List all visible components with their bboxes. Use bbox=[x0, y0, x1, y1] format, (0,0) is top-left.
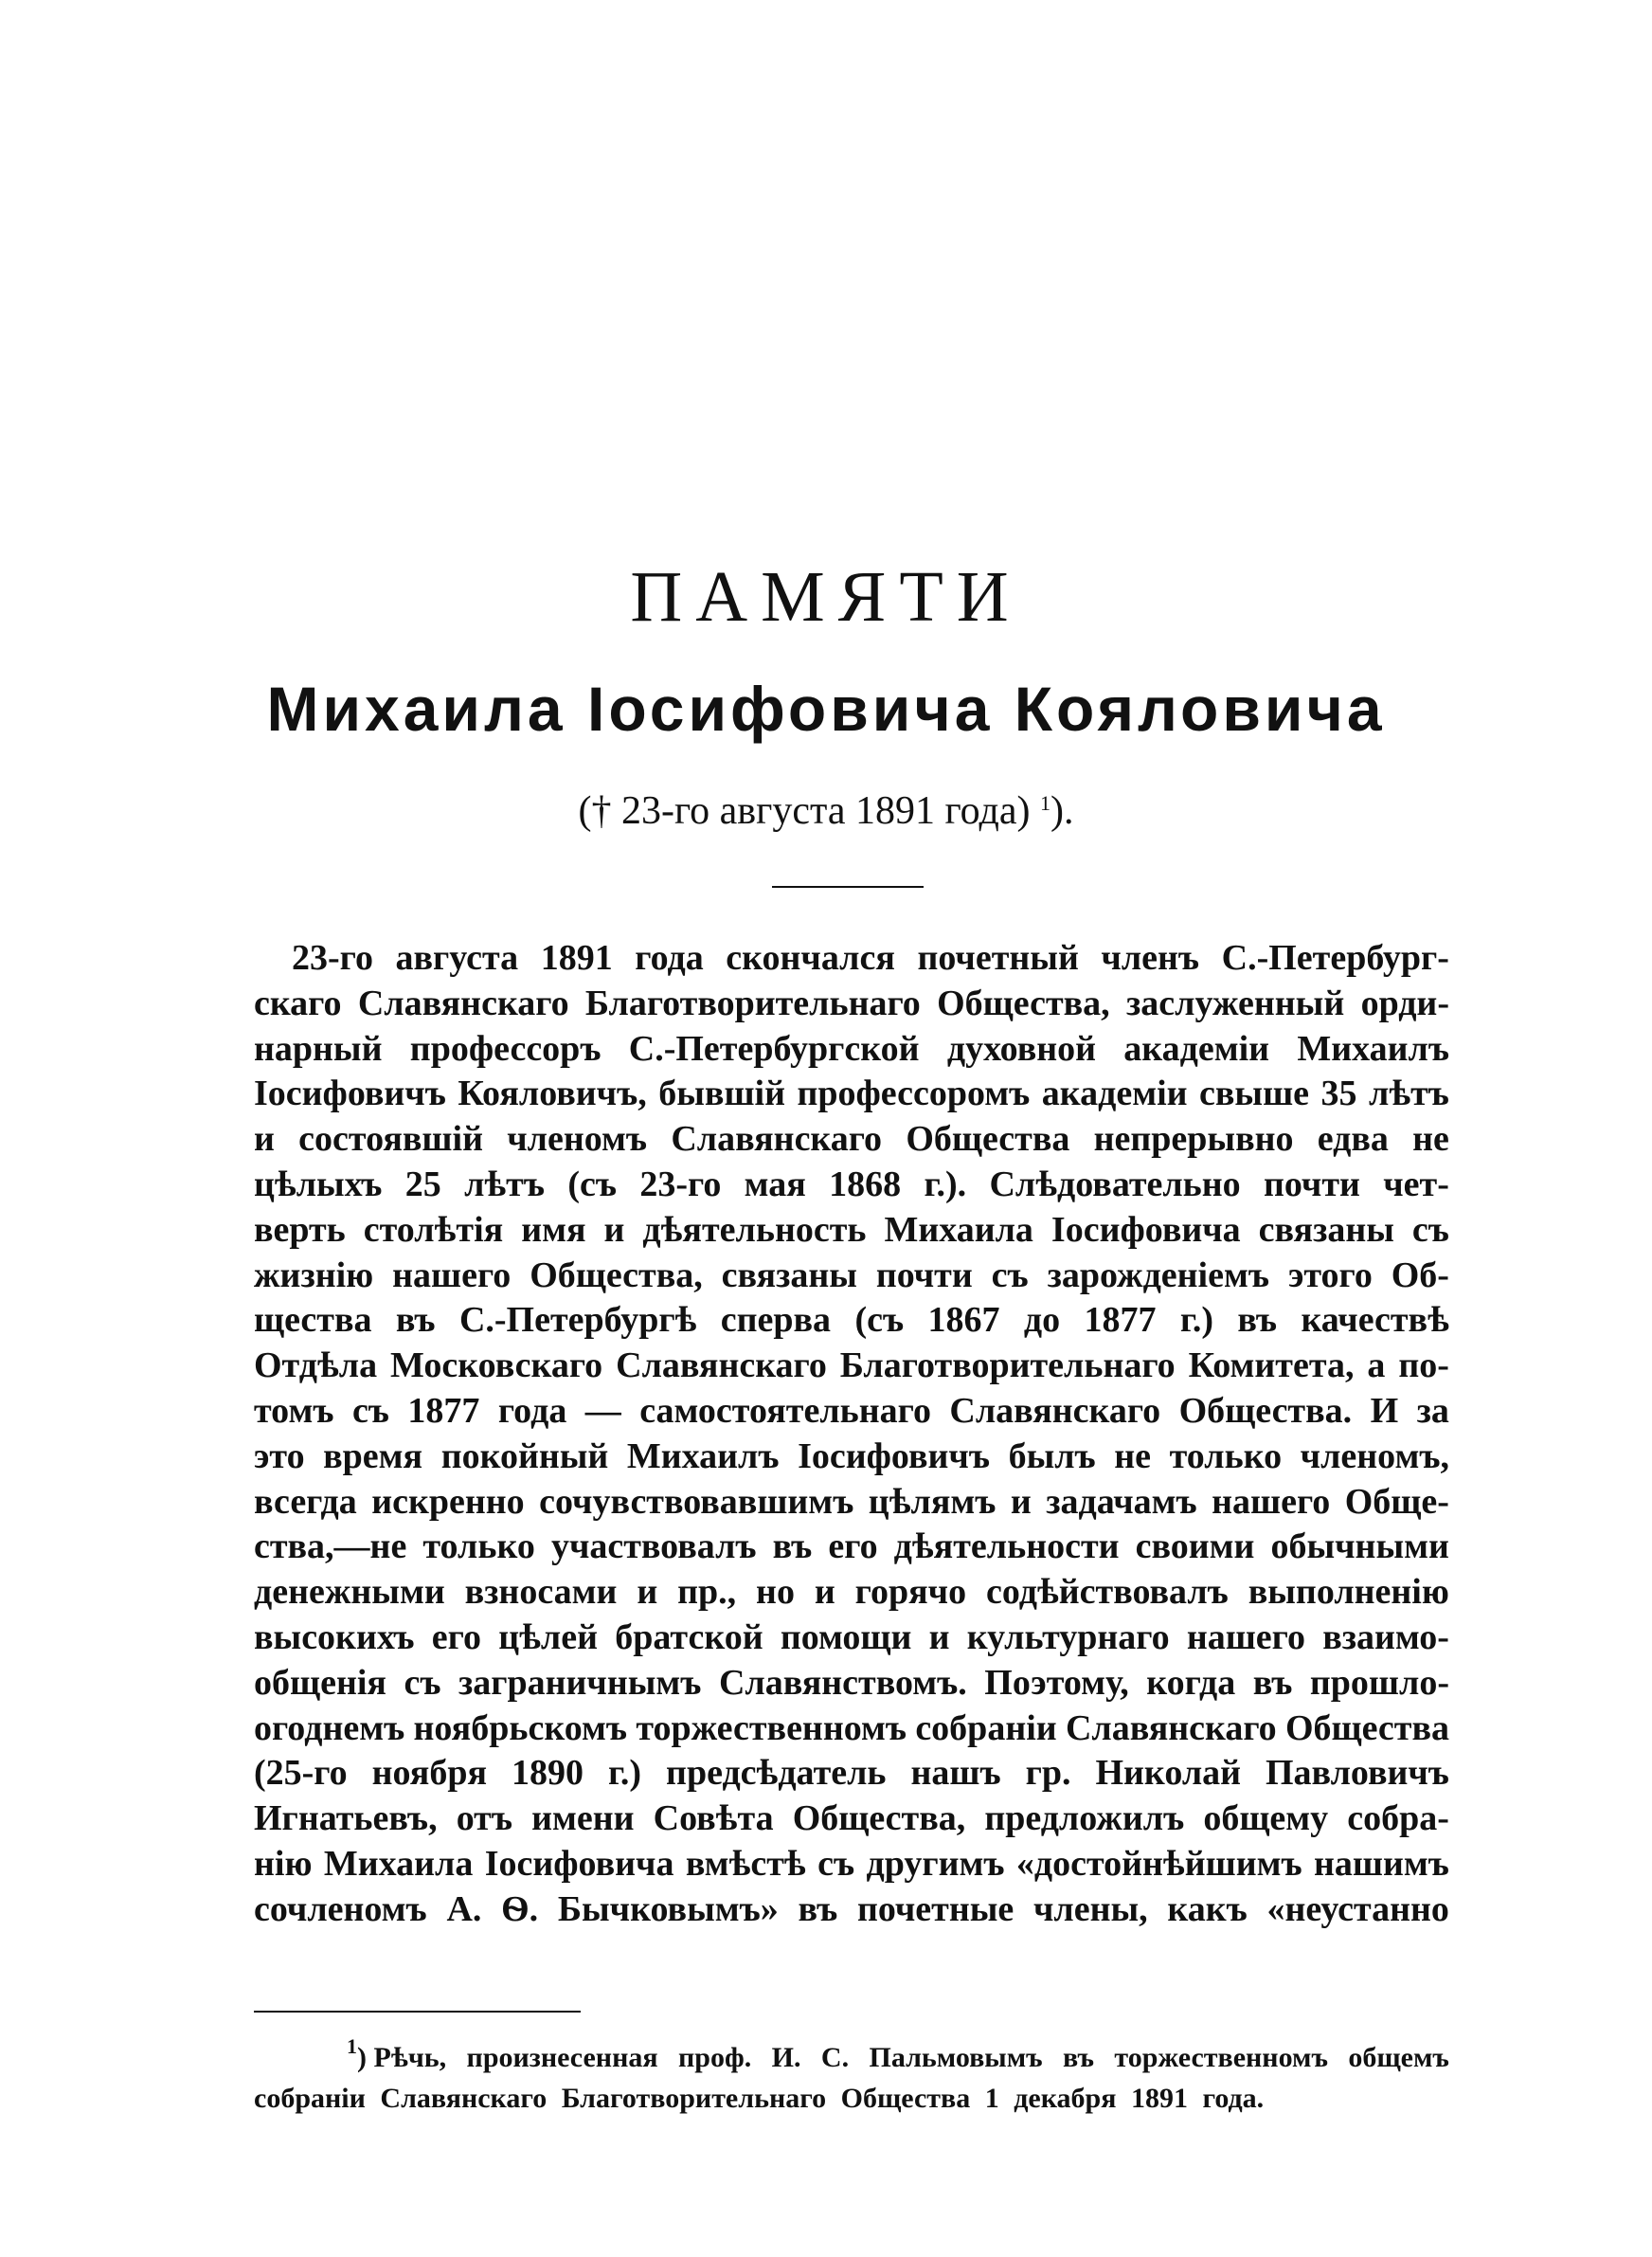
body-line: Отдѣла Московскаго Славянскаго Благотворительнаго Комитета, а по- bbox=[254, 1345, 1449, 1386]
body-text bbox=[254, 936, 1449, 1933]
footnotes bbox=[254, 2034, 1449, 2119]
body-line: огоднемъ ноябрьскомъ торжественномъ собраніи Славянскаго Общества bbox=[254, 1707, 1449, 1748]
footnote-line-1: $^1$) Рѣчь, произнесенная проф. И. С. Пальмовымъ въ торжественномъ общемъ bbox=[347, 2034, 1449, 2073]
body-line: денежными взносами и пр., но и горячо содѣйствовалъ выполненію bbox=[254, 1572, 1449, 1613]
page-title: ПАМЯТИ bbox=[630, 557, 1022, 637]
body-line: томъ съ 1877 года — самостоятельнаго Славянскаго Общества. И за bbox=[254, 1390, 1449, 1431]
body-line: всегда искренно сочувствовавшимъ цѣлямъ и задачамъ нашего Обще- bbox=[254, 1481, 1449, 1522]
footnote-marker: 1 bbox=[347, 2034, 357, 2058]
body-line: щества въ С.-Петербургѣ сперва (съ 1867 до 1877 г.) въ качествѣ bbox=[254, 1300, 1449, 1341]
body-line: Игнатьевъ, отъ имени Совѣта Общества, предложилъ общему собра- bbox=[254, 1798, 1449, 1839]
body-line: это время покойный Михаилъ Іосифовичъ былъ не только членомъ, bbox=[254, 1435, 1449, 1476]
body-line: высокихъ его цѣлей братской помощи и культурнаго нашего взаимо- bbox=[254, 1616, 1449, 1657]
death-date-line bbox=[0, 785, 1652, 838]
body-line: нію Михаила Іосифовича вмѣстѣ съ другимъ «достойнѣйшимъ нашимъ bbox=[254, 1843, 1449, 1884]
body-line: жизнію нашего Общества, связаны почти съ зарожденіемъ этого Об- bbox=[254, 1255, 1449, 1295]
body-line: 23-го августа 1891 года скончался почетный членъ С.-Петербург- bbox=[292, 938, 1449, 978]
footnote-line-2: собраніи Славянскаго Благотворительнаго Общества 1 декабря 1891 года. bbox=[254, 2083, 1265, 2114]
page-subtitle: Михаила Іосифовича Кояловича bbox=[266, 674, 1386, 744]
footnote-divider bbox=[254, 2011, 581, 2013]
death-date-close: ). bbox=[1050, 789, 1074, 833]
body-line: сочленомъ А. Ѳ. Бычковымъ» въ почетные члены, какъ «неустанно bbox=[254, 1888, 1449, 1929]
body-line: и состоявшій членомъ Славянскаго Общества непрерывно едва не bbox=[254, 1119, 1449, 1160]
death-date-text: († 23-го августа 1891 года) bbox=[578, 789, 1031, 833]
body-line: цѣлыхъ 25 лѣтъ (съ 23-го мая 1868 г.). Слѣдовательно почти чет- bbox=[254, 1164, 1449, 1204]
footnote-reference: 1 bbox=[1039, 791, 1050, 815]
body-line: (25-го ноября 1890 г.) предсѣдатель нашъ гр. Николай Павловичъ bbox=[254, 1753, 1449, 1794]
body-line: Іосифовичъ Кояловичъ, бывшій профессоромъ академіи свыше 35 лѣтъ bbox=[254, 1074, 1449, 1114]
body-line: скаго Славянскаго Благотворительнаго Общества, заслуженный орди- bbox=[254, 983, 1449, 1023]
body-line: ства,—не только участвовалъ въ его дѣятельности своими обычными bbox=[254, 1526, 1449, 1567]
body-line: нарный профессоръ С.-Петербургской духовной академіи Михаилъ bbox=[254, 1028, 1449, 1069]
body-line: верть столѣтія имя и дѣятельность Михаила Іосифовича связаны съ bbox=[254, 1209, 1449, 1250]
title-divider bbox=[772, 886, 924, 888]
body-line: общенія съ заграничнымъ Славянствомъ. Поэтому, когда въ прошло- bbox=[254, 1662, 1449, 1703]
